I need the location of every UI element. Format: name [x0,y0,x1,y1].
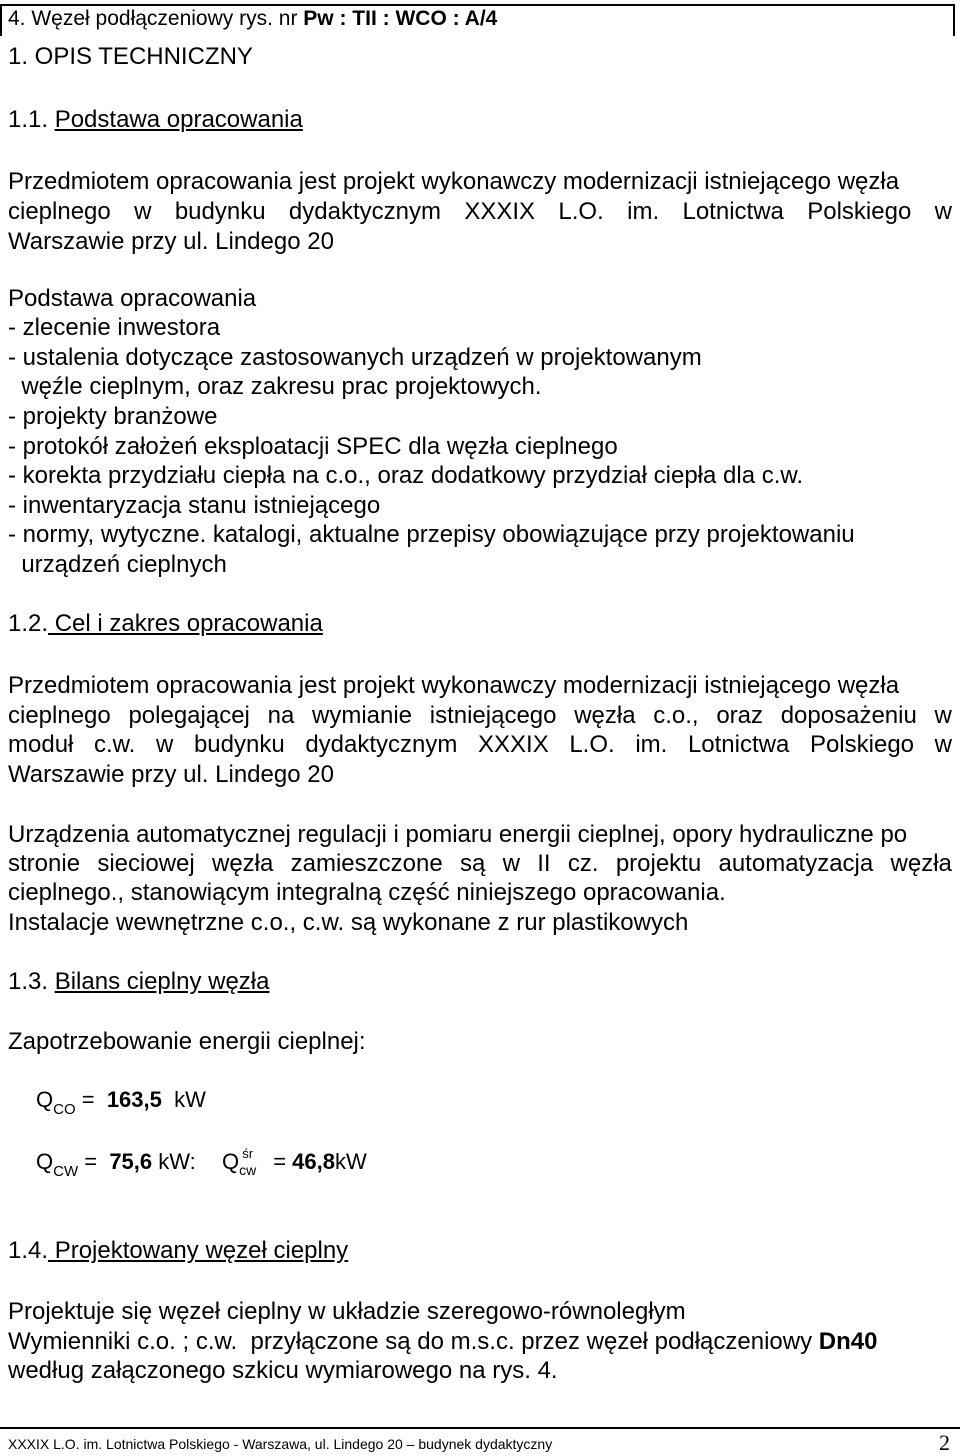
equals-sign: = [78,1149,110,1174]
word: L.O. [558,198,604,225]
section-1-1-number: 1.1. [8,106,55,133]
basis-item: - protokół założeń eksploatacji SPEC dla węzła cieplnego [8,433,618,460]
s14-line1: Projektuje się węzeł cieplny w układzie szeregowo-równoległym [8,1298,686,1325]
header-code: Pw : TII : WCO : A/4 [303,7,498,30]
word: automatyzacja [718,850,874,877]
word: w [155,731,174,758]
word: cieplnego [8,198,111,225]
q-superscript: śr [242,1146,254,1161]
basis-item: - projekty branżowe [8,403,218,430]
s12-p1-line2 [8,703,952,729]
word: w [934,198,952,225]
s14-line3: według załączonego szkicu wymiarowego na rys. 4. [8,1357,558,1384]
section-1-1-heading [8,107,303,133]
word: dydaktycznym [288,198,441,225]
word: budynku [174,198,266,225]
word: c.w. [94,731,136,758]
q-co-value: 163,5 [106,1087,162,1112]
section-1-2-title: Cel i zakres opracowania [48,610,323,637]
s12-p2-line3: cieplnego., stanowiącym integralną część niniejszego opracowania. [8,879,726,906]
word: oraz [716,702,763,729]
s14-line2-text: Wymienniki c.o. ; c.w. przyłączone są do m.s.c. przez węzeł podłączeniowy [8,1328,819,1355]
word: doposażeniu [780,702,917,729]
word: cz. [567,850,599,877]
section-1-2-heading [8,611,323,637]
word: Lotnictwa [682,198,784,225]
word: XXXIX [478,731,549,758]
s12-p1-line1: Przedmiotem opracowania jest projekt wykonawczy modernizacji istniejącego węzła [8,672,900,699]
word: zamieszczone [290,850,443,877]
q-symbol: Q [221,1149,240,1174]
word: istniejącego [429,702,557,729]
word: węzła [890,850,952,877]
unit: kW: [152,1149,196,1174]
q-symbol: Q [36,1087,54,1112]
equals-sign: = [75,1087,107,1112]
word: polegającej [128,702,250,729]
word: c.o., [653,702,699,729]
q-subscript: CW [53,1163,79,1180]
word: w [134,198,152,225]
q-cw-avg-value: 46,8 [292,1149,335,1174]
word: projektu [615,850,702,877]
word: w [934,702,952,729]
word: XXXIX [464,198,536,225]
s12-p1-line4: Warszawie przy ul. Lindego 20 [8,761,334,788]
word: w [934,731,952,758]
word: węzła [211,850,274,877]
basis-item: - zlecenie inwestora [8,314,221,341]
word: budynku [193,731,285,758]
word: Lotnictwa [687,731,790,758]
s11-p1-line1: Przedmiotem opracowania jest projekt wykonawczy modernizacji istniejącego węzła [8,168,900,195]
basis-item: - inwentaryzacja stanu istniejącego [8,492,381,519]
s11-p1-line2 [8,199,952,225]
section-1-3-title: Bilans cieplny węzła [54,968,270,995]
basis-item: - normy, wytyczne. katalogi, aktualne przepisy obowiązujące przy projektowaniu [8,521,855,548]
basis-item: węźle cieplnym, oraz zakresu prac projektowych. [8,373,542,400]
header-prefix: 4. Węzeł podłączeniowy rys. nr [8,7,304,30]
q-subscript: CO [53,1101,76,1118]
word: węzła [574,702,636,729]
word: im. [635,731,668,758]
q-co-formula [36,1087,206,1118]
demand-label: Zapotrzebowanie energii cieplnej: [8,1028,366,1055]
q-cw-formula [36,1146,367,1180]
word: w [502,850,520,877]
word: II [537,850,551,877]
section-1-4-heading [8,1238,348,1264]
basis-item: - korekta przydziału ciepła na c.o., oraz dodatkowy przydział ciepła dla c.w. [8,462,804,489]
word: Polskiego [807,198,912,225]
section-1-3-number: 1.3. [8,968,55,995]
word: wymianie [312,702,413,729]
s11-p1-line3: Warszawie przy ul. Lindego 20 [8,228,334,255]
footer-text: XXXIX L.O. im. Lotnictwa Polskiego - Warszawa, ul. Lindego 20 – budynek dydaktyczny [8,1436,553,1452]
word: moduł [8,731,74,758]
word: Polskiego [809,731,915,758]
s12-p2-line2 [8,851,952,877]
q-symbol: Q [36,1149,54,1174]
section-1-3-heading [8,969,269,995]
section-1-title: 1. OPIS TECHNICZNY [8,43,253,70]
s12-p1-line3 [8,732,952,758]
s14-line2 [8,1329,877,1355]
s12-p2-line1: Urządzenia automatycznej regulacji i pomiaru energii cieplnej, opory hydrauliczne po [8,821,908,848]
basis-title: Podstawa opracowania [8,285,257,312]
footer-divider [0,1427,960,1429]
basis-item: - ustalenia dotyczące zastosowanych urządzeń w projektowanym [8,344,702,371]
section-1-4-number: 1.4. [8,1237,49,1264]
unit: kW [334,1149,367,1174]
word: im. [627,198,660,225]
page-number: 2 [939,1430,950,1455]
section-1-4-title: Projektowany węzeł cieplny [48,1237,349,1264]
section-1-1-title: Podstawa opracowania [54,106,303,133]
q-subscript: cw [239,1162,257,1178]
basis-item: urządzeń cieplnych [8,551,227,578]
s12-p2-line4: Instalacje wewnętrzne c.o., c.w. są wykonane z rur plastikowych [8,909,689,936]
q-cw-value: 75,6 [109,1149,153,1174]
word: cieplnego [8,702,111,729]
word: stronie [8,850,81,877]
diameter-value: Dn40 [818,1328,878,1355]
word: są [459,850,486,877]
word: na [267,702,295,729]
word: dydaktycznym [305,731,458,758]
header-title [8,6,497,32]
word: sieciowej [97,850,195,877]
equals-sign: = [267,1149,293,1174]
unit: kW [161,1087,206,1112]
word: L.O. [569,731,615,758]
section-1-2-number: 1.2. [8,610,49,637]
